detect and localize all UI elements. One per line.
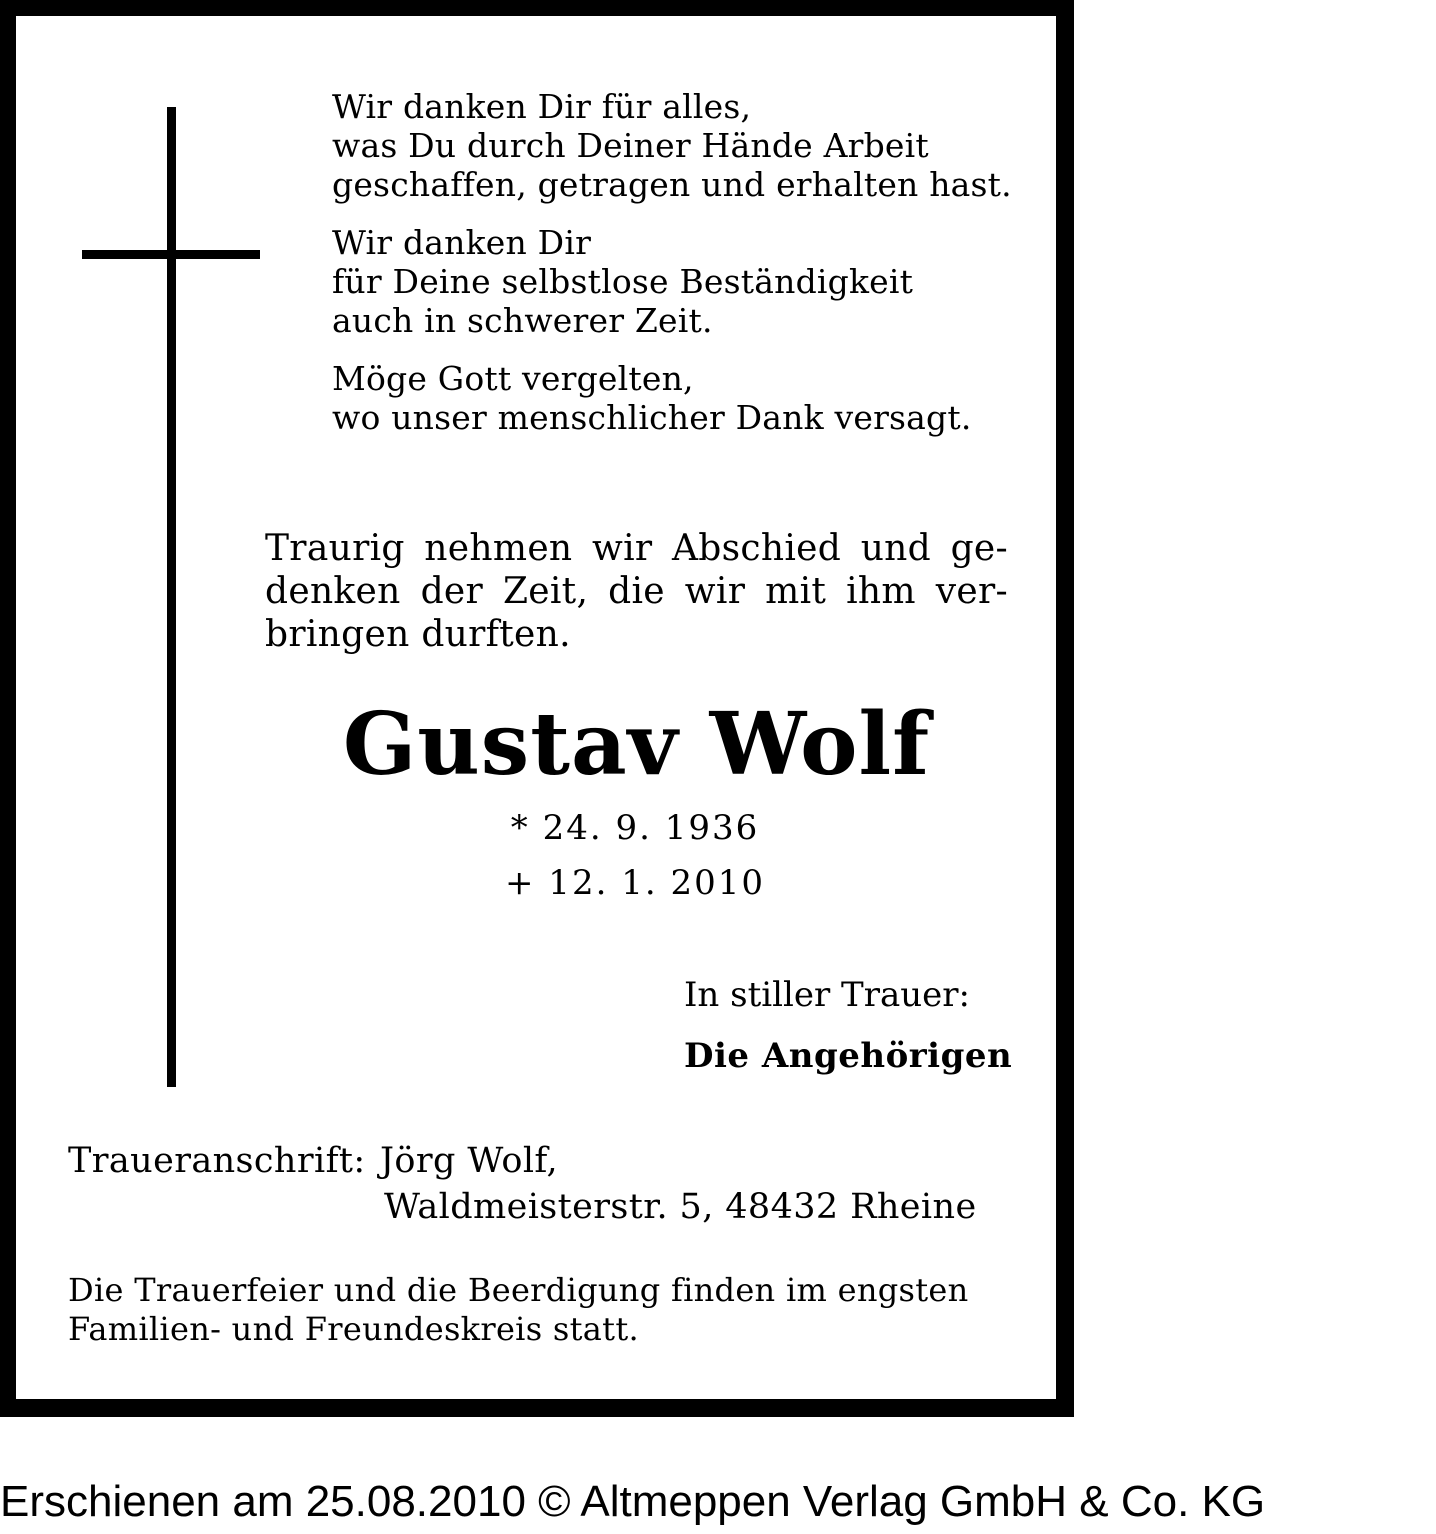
verse-line: Wir danken Dir	[332, 223, 592, 262]
ceremony-note	[68, 1271, 969, 1349]
verse-line: Wir danken Dir für alles,	[332, 87, 752, 126]
verse-line: auch in schwerer Zeit.	[332, 301, 713, 340]
deceased-name: Gustav Wolf	[342, 694, 931, 795]
mourning-line: In stiller Trauer:	[684, 975, 970, 1015]
verse-line: Möge Gott vergelten,	[332, 359, 694, 398]
birth-date: * 24. 9. 1936	[510, 808, 760, 848]
verse-god-repay	[332, 359, 972, 437]
farewell-text	[265, 527, 1008, 656]
address-street: Waldmeisterstr. 5, 48432 Rheine	[384, 1187, 977, 1227]
farewell-line: bringen durften.	[265, 614, 571, 655]
verse-thanks-constancy	[332, 223, 913, 340]
death-date: + 12. 1. 2010	[505, 863, 765, 903]
ceremony-line: Familien- und Freundeskreis statt.	[68, 1310, 639, 1348]
publication-footer: Erschienen am 25.08.2010 © Altmeppen Verlag GmbH & Co. KG	[0, 1477, 1266, 1526]
verse-line: für Deine selbstlose Beständigkeit	[332, 262, 914, 301]
address-label: Traueranschrift:	[68, 1141, 366, 1181]
verse-line: wo unser menschlicher Dank versagt.	[332, 398, 972, 437]
cross-horizontal-bar	[82, 250, 260, 259]
verse-line: was Du durch Deiner Hände Arbeit	[332, 126, 929, 165]
address-name: Jörg Wolf,	[380, 1141, 559, 1181]
farewell-line: denken der Zeit, die wir mit ihm ver-	[265, 571, 1008, 612]
ceremony-line: Die Trauerfeier und die Beerdigung finden im engsten	[68, 1271, 969, 1309]
verse-line: geschaffen, getragen und erhalten hast.	[332, 165, 1012, 204]
family-signature: Die Angehörigen	[684, 1036, 1013, 1076]
farewell-line: Traurig nehmen wir Abschied und ge-	[265, 528, 1008, 569]
verse-thanks-work	[332, 87, 1012, 204]
